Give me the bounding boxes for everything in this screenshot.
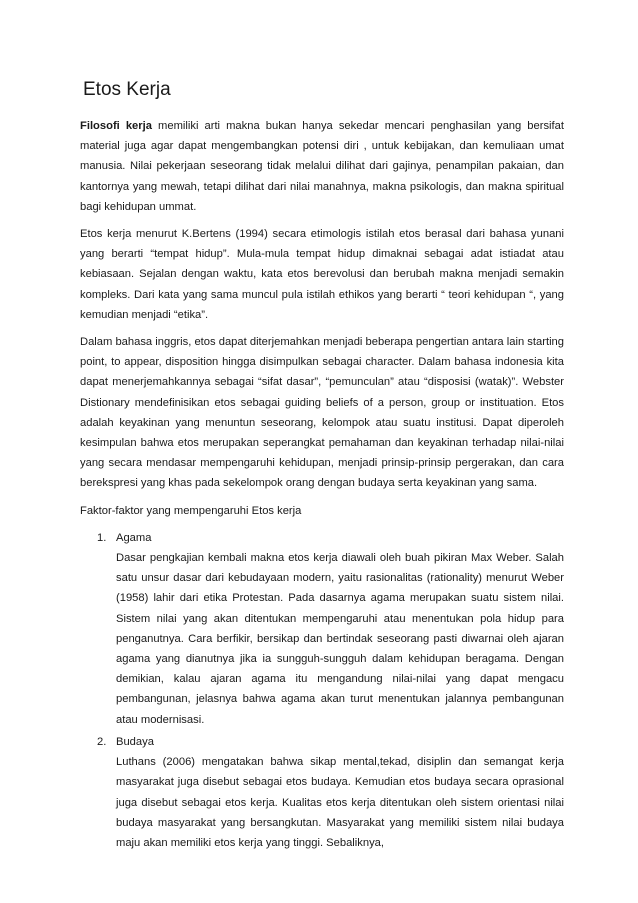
list-item bbox=[80, 732, 564, 853]
list-item-number: 2. bbox=[97, 735, 107, 748]
list-item-body: Dasar pengkajian kembali makna etos kerja diawali oleh buah pikiran Max Weber. Salah satu unsur dasar dari kebudayaan modern, yaitu rasionalitas (rationality) menurut Weber (1958) lahir dari etika Protestan. Pada dasarnya agama merupakan suatu sistem nilai. Sistem nilai yang akan ditentukan mempengaruhi atau menentukan pola hidup para penganutnya. Cara berfikir, bersikap dan bertindak seseorang pasti diwarnai oleh ajaran agama yang dianutnya jika ia sungguh-sungguh dalam kehidupan beragama. Dengan demikian, kalau ajaran agama itu mengandung nilai-nilai yang dapat mengacu pembangunan, jelasnya bahwa agama akan turut menentukan jalannya pembangunan atau modernisasi. bbox=[116, 552, 564, 726]
intro-paragraph bbox=[80, 116, 564, 217]
factors-list bbox=[80, 528, 564, 853]
list-item-title: Budaya bbox=[116, 735, 154, 748]
document-title: Etos Kerja bbox=[83, 79, 171, 100]
list-item-title: Agama bbox=[116, 531, 152, 544]
intro-text: memiliki arti makna bukan hanya sekedar mencari penghasilan yang bersifat material juga agar dapat mengembangkan potensi diri , untuk kebijakan, dan kemuliaan umat manusia. Nilai pekerjaan seseorang tidak melalui dilihat dari gajinya, penampilan pakaian, dan kantornya yang mewah, tetapi dilihat dari nilai manahnya, makna psikologis, dan makna spiritual bagi kehidupan ummat. bbox=[80, 120, 564, 213]
intro-bold-term: Filosofi kerja bbox=[80, 120, 152, 132]
list-item-body: Luthans (2006) mengatakan bahwa sikap mental,tekad, disiplin dan semangat kerja masyarakat juga disebut sebagai etos budaya. Kemudian etos budaya secara oprasional juga disebut sebagai etos kerja. Kualitas etos kerja ditentukan oleh sistem orientasi nilai budaya masyarakat yang bersangkutan. Masyarakat yang memiliki sistem nilai budaya maju akan memiliki etos kerja yang tinggi. Sebaliknya, bbox=[116, 756, 564, 849]
paragraph-etymology: Etos kerja menurut K.Bertens (1994) secara etimologis istilah etos berasal dari bahasa yunani yang berarti “tempat hidup”. Mula-mula tempat hidup dimaknai sebagai adat istiadat atau kebiasaan. Sejalan dengan waktu, kata etos berevolusi dan berubah makna menjadi semakin kompleks. Dari kata yang sama muncul pula istilah ethikos yang berarti “ teori kehidupan “, yang kemudian menjadi “etika”. bbox=[80, 228, 564, 321]
factors-heading: Faktor-faktor yang mempengaruhi Etos kerja bbox=[80, 504, 302, 517]
paragraph-english-meaning: Dalam bahasa inggris, etos dapat diterjemahkan menjadi beberapa pengertian antara lain starting point, to appear, disposition hingga disimpulkan sebagai character. Dalam bahasa indonesia kita dapat menerjemahkannya sebagai “sifat dasar”, “pemunculan” atau “disposisi (watak)”. Webster Distionary mendefinisikan etos sebagai guiding beliefs of a person, group or instituation. Etos adalah keyakinan yang menuntun seseorang, kelompok atau suatu institusi. Dapat diperoleh kesimpulan bahwa etos merupakan seperangkat pemahaman dan keyakinan terhadap nilai-nilai yang secara mendasar mempengaruhi kehidupan, menjadi prinsip-prinsip pergerakan, dan cara berekspresi yang khas pada sekelompok orang dengan budaya serta keyakinan yang sama. bbox=[80, 336, 564, 490]
list-item-number: 1. bbox=[97, 531, 107, 544]
list-item bbox=[80, 528, 564, 730]
